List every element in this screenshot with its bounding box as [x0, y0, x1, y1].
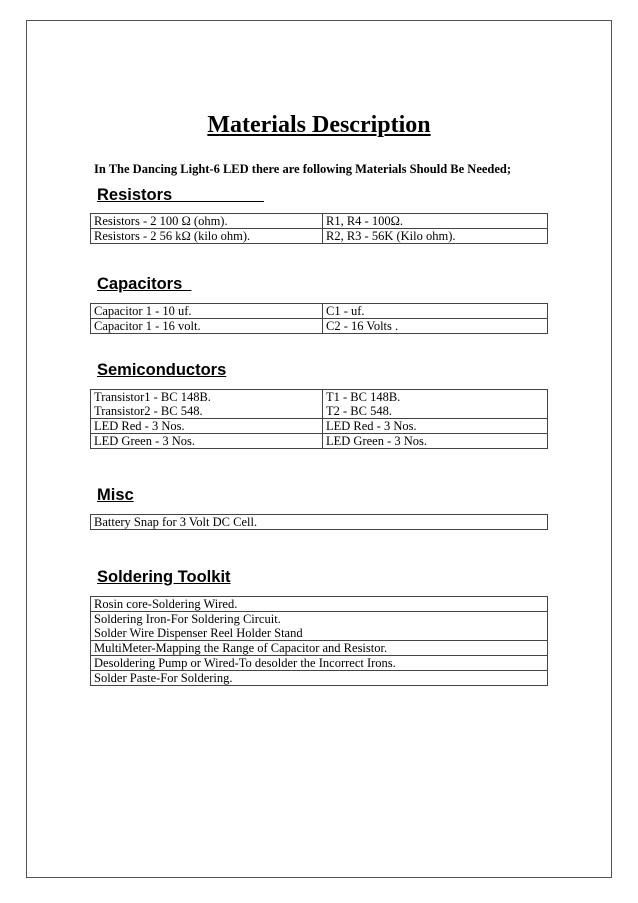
resistors-heading: Resistors: [97, 186, 264, 204]
soldering-toolkit-heading: Soldering Toolkit: [97, 568, 231, 586]
cell-line: Transistor1 - BC 148B.: [94, 390, 211, 404]
page-border: [26, 20, 612, 878]
table-cell: LED Red - 3 Nos.: [91, 419, 323, 434]
table-row: [91, 419, 548, 434]
table-cell: Capacitor 1 - 10 uf.: [91, 304, 323, 319]
table-cell: LED Green - 3 Nos.: [91, 434, 323, 449]
table-row: [91, 214, 548, 229]
misc-heading: Misc: [97, 486, 134, 504]
capacitors-heading: Capacitors: [97, 275, 192, 293]
cell-line: T2 - BC 548.: [326, 404, 392, 418]
table-cell: C2 - 16 Volts .: [323, 319, 548, 334]
table-cell: C1 - uf.: [323, 304, 548, 319]
table-cell: Resistors - 2 100 Ω (ohm).: [91, 214, 323, 229]
table-row: [91, 612, 548, 641]
table-row: [91, 671, 548, 686]
page-title: Materials Description: [207, 112, 431, 138]
table-row: [91, 390, 548, 419]
table-cell: R1, R4 - 100Ω.: [323, 214, 548, 229]
cell-line: Solder Wire Dispenser Reel Holder Stand: [94, 626, 303, 640]
table-cell: Resistors - 2 56 kΩ (kilo ohm).: [91, 229, 323, 244]
table-row: [91, 229, 548, 244]
misc-table: [90, 514, 548, 530]
table-row: [91, 641, 548, 656]
table-row: [91, 515, 548, 530]
soldering-toolkit-table: [90, 596, 548, 686]
table-cell: [91, 390, 323, 419]
table-cell: Desoldering Pump or Wired-To desolder the Incorrect Irons.: [91, 656, 548, 671]
table-row: [91, 319, 548, 334]
table-cell: LED Red - 3 Nos.: [323, 419, 548, 434]
table-row: [91, 597, 548, 612]
table-row: [91, 434, 548, 449]
table-cell: Solder Paste-For Soldering.: [91, 671, 548, 686]
cell-line: Soldering Iron-For Soldering Circuit.: [94, 612, 281, 626]
table-cell: [323, 390, 548, 419]
table-cell: Battery Snap for 3 Volt DC Cell.: [91, 515, 548, 530]
table-cell: LED Green - 3 Nos.: [323, 434, 548, 449]
semiconductors-heading: Semiconductors: [97, 361, 227, 379]
table-cell: Capacitor 1 - 16 volt.: [91, 319, 323, 334]
table-row: [91, 656, 548, 671]
resistors-table: [90, 213, 548, 244]
intro-text: In The Dancing Light-6 LED there are following Materials Should Be Needed;: [94, 162, 512, 176]
cell-line: Transistor2 - BC 548.: [94, 404, 203, 418]
capacitors-table: [90, 303, 548, 334]
semiconductors-table: [90, 389, 548, 449]
table-cell: [91, 612, 548, 641]
cell-line: T1 - BC 148B.: [326, 390, 401, 404]
table-row: [91, 304, 548, 319]
table-cell: R2, R3 - 56K (Kilo ohm).: [323, 229, 548, 244]
table-cell: Rosin core-Soldering Wired.: [91, 597, 548, 612]
table-cell: MultiMeter-Mapping the Range of Capacitor and Resistor.: [91, 641, 548, 656]
